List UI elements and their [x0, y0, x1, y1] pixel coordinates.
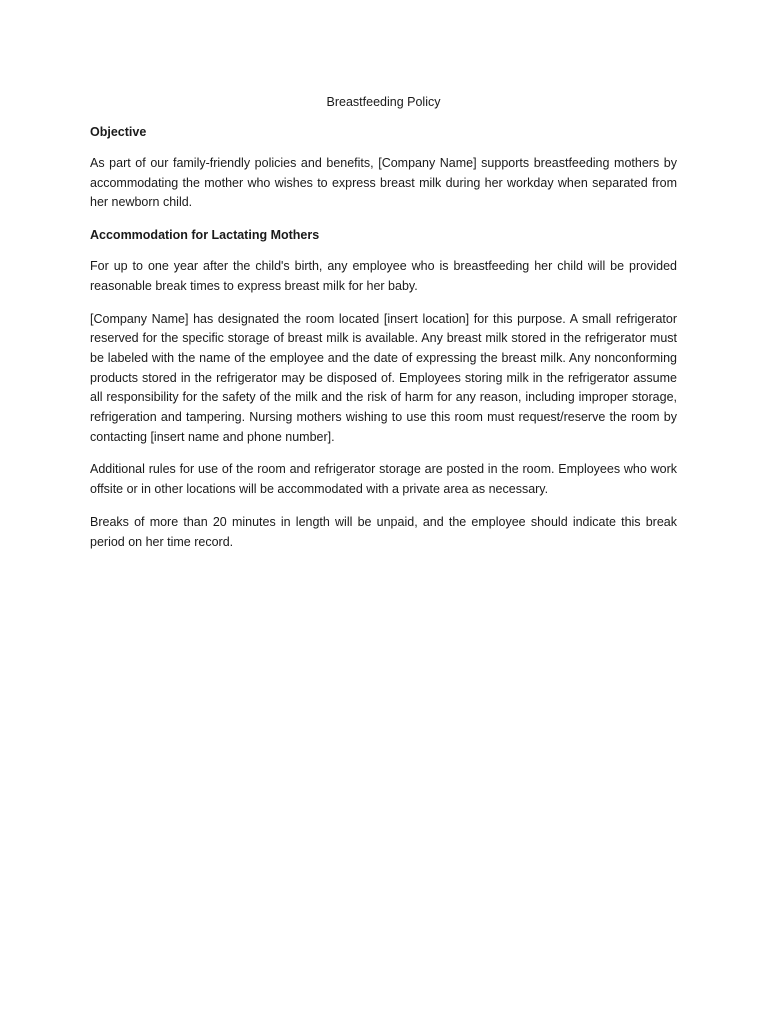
additional-rules-paragraph: Additional rules for use of the room and refrigerator storage are posted in the room. Employees who work offsite or in other locations will be accommodated with a private area as necessary. — [90, 462, 677, 497]
section-heading-accommodation: Accommodation for Lactating Mothers — [90, 228, 320, 243]
room-refrigerator-paragraph: [Company Name] has designated the room located [insert location] for this purpose. A small refrigerator reserved for the specific storage of breast milk is available. Any breast milk stored in the refrigerator must be labeled with the name of the employee and the date of expressing the breast milk. Any nonconforming products stored in the refrigerator may be disposed of. Employees storing milk in the refrigerator assume all responsibility for the safety of the milk and the risk of harm for any reason, including improper storage, refrigeration and tampering. Nursing mothers wishing to use this room must request/reserve the room by contacting [insert name and phone number]. — [90, 311, 677, 444]
document-page — [90, 93, 677, 565]
unpaid-breaks-paragraph: Breaks of more than 20 minutes in length will be unpaid, and the employee should indicate this break period on her time record. — [90, 514, 677, 549]
document-title: Breastfeeding Policy — [326, 95, 441, 109]
section-heading-objective: Objective — [90, 125, 147, 139]
objective-paragraph: As part of our family-friendly policies and benefits, [Company Name] supports breastfeeding mothers by accommodating the mother who wishes to express breast milk during her workday when separated from her newborn child. — [90, 156, 677, 210]
break-times-paragraph: For up to one year after the child's birth, any employee who is breastfeeding her child will be provided reasonable break times to express breast milk for her baby. — [90, 259, 677, 293]
